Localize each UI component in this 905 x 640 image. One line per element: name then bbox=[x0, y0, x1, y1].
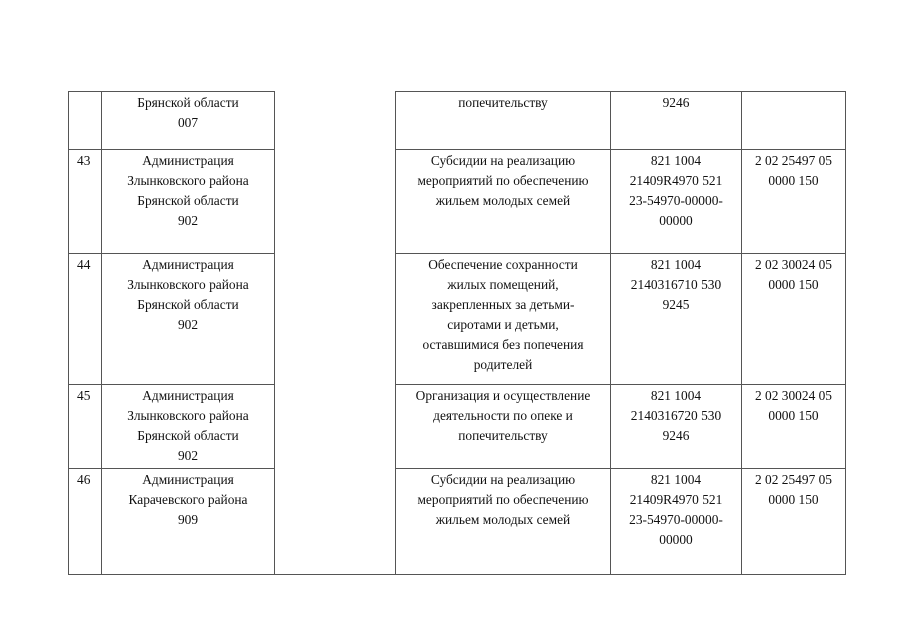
table-row bbox=[69, 385, 846, 469]
row-number-cell: 46 bbox=[69, 469, 102, 575]
blank-cell bbox=[275, 469, 396, 575]
row-number-cell: 45 bbox=[69, 385, 102, 469]
purpose-cell: Субсидии на реализацию мероприятий по обеспечению жильем молодых семей bbox=[396, 469, 611, 575]
table-row bbox=[69, 469, 846, 575]
blank-cell bbox=[275, 92, 396, 150]
row-number-cell bbox=[69, 92, 102, 150]
purpose-cell: Обеспечение сохранности жилых помещений, закрепленных за детьми- сиротами и детьми, оставшимися без попечения родителей bbox=[396, 254, 611, 385]
row-number-cell: 44 bbox=[69, 254, 102, 385]
income-code-cell: 2 02 30024 05 0000 150 bbox=[742, 254, 846, 385]
blank-cell bbox=[275, 150, 396, 254]
income-code-cell: 2 02 25497 05 0000 150 bbox=[742, 469, 846, 575]
table-row bbox=[69, 92, 846, 150]
table-row bbox=[69, 150, 846, 254]
organization-cell: Брянской области 007 bbox=[102, 92, 275, 150]
blank-cell bbox=[275, 385, 396, 469]
row-number-cell: 43 bbox=[69, 150, 102, 254]
purpose-cell: попечительству bbox=[396, 92, 611, 150]
income-code-cell: 2 02 30024 05 0000 150 bbox=[742, 385, 846, 469]
organization-cell: Администрация Злынковского района Брянской области 902 bbox=[102, 150, 275, 254]
budget-code-cell: 821 1004 2140316720 530 9246 bbox=[611, 385, 742, 469]
budget-code-cell: 821 1004 2140316710 530 9245 bbox=[611, 254, 742, 385]
subsidy-table bbox=[68, 91, 846, 575]
organization-cell: Администрация Злынковского района Брянской области 902 bbox=[102, 254, 275, 385]
income-code-cell: 2 02 25497 05 0000 150 bbox=[742, 150, 846, 254]
income-code-cell bbox=[742, 92, 846, 150]
budget-code-cell: 821 1004 21409R4970 521 23-54970-00000- 00000 bbox=[611, 469, 742, 575]
table-row bbox=[69, 254, 846, 385]
budget-code-cell: 9246 bbox=[611, 92, 742, 150]
purpose-cell: Субсидии на реализацию мероприятий по обеспечению жильем молодых семей bbox=[396, 150, 611, 254]
organization-cell: Администрация Злынковского района Брянской области 902 bbox=[102, 385, 275, 469]
organization-cell: Администрация Карачевского района 909 bbox=[102, 469, 275, 575]
budget-code-cell: 821 1004 21409R4970 521 23-54970-00000- 00000 bbox=[611, 150, 742, 254]
purpose-cell: Организация и осуществление деятельности по опеке и попечительству bbox=[396, 385, 611, 469]
blank-cell bbox=[275, 254, 396, 385]
